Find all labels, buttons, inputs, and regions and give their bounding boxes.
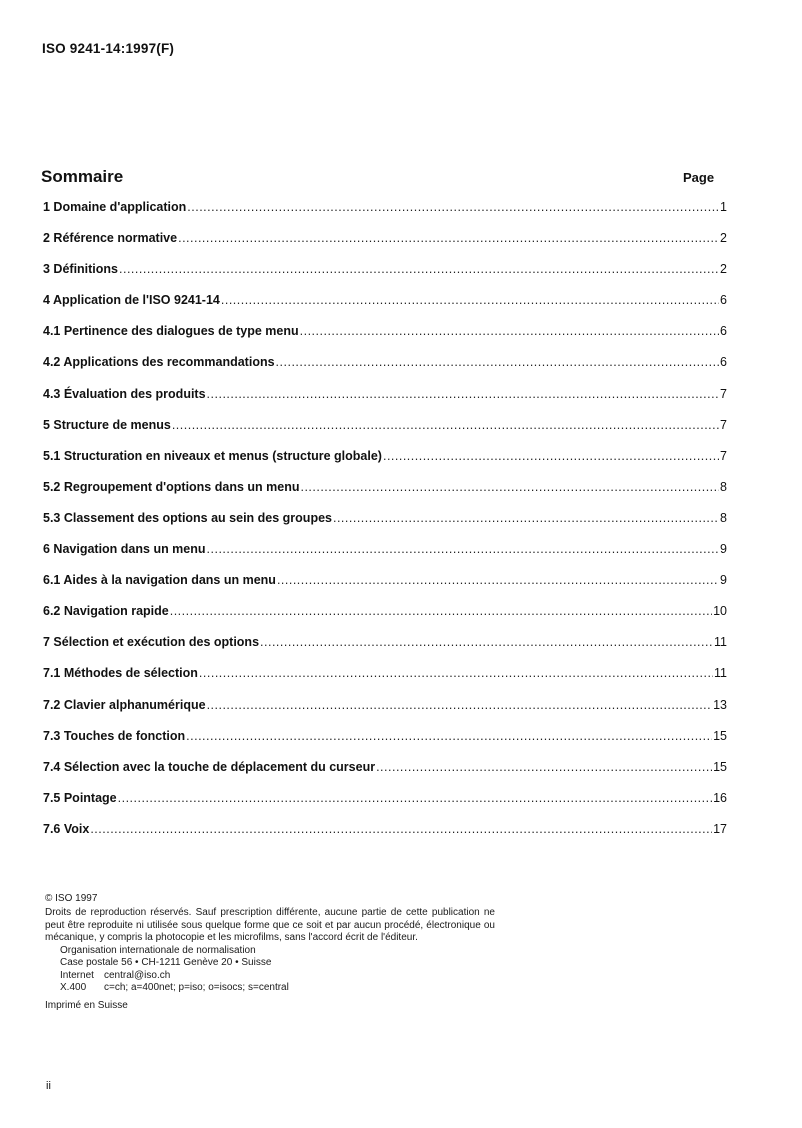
toc-entry-label: 4 Application de l'ISO 9241-14 [43,293,220,308]
toc-entry-label: 2 Référence normative [43,231,178,246]
dot-leader [186,729,712,743]
x400-label: X.400 [60,982,87,994]
toc-entry-page: 15 [713,728,727,743]
toc-entry[interactable] [43,822,727,853]
toc-entry-page: 2 [720,262,727,277]
dot-leader [170,604,712,618]
dot-leader [300,480,719,494]
toc-entry-label: 5.3 Classement des options au sein des groupes [43,510,332,525]
toc-entry-page: 17 [713,821,727,836]
toc-title: Sommaire [41,167,124,186]
printed-in: Imprimé en Suisse [45,1000,128,1012]
dot-leader [119,262,719,276]
dot-leader [199,666,713,680]
toc-entry-label: 7 Sélection et exécution des options [43,635,260,650]
postal-address: Case postale 56 • CH-1211 Genève 20 • Suisse [60,957,272,969]
toc-entry[interactable] [43,262,727,293]
toc-entry-label: 4.3 Évaluation des produits [43,386,206,401]
toc-entry-page: 10 [713,604,727,619]
internet-address: central@iso.ch [104,969,171,981]
toc-entry-label: 6.1 Aides à la navigation dans un menu [43,573,276,588]
toc-entry-page: 13 [713,697,727,712]
toc-entry[interactable] [43,480,727,511]
dot-leader [383,449,719,463]
page-folio: ii [46,1080,51,1092]
toc-entry[interactable] [43,573,727,604]
dot-leader [207,542,720,556]
toc-entry-page: 15 [713,759,727,774]
toc-entry-label: 7.1 Méthodes de sélection [43,666,198,681]
toc-entry-page: 6 [720,355,727,370]
toc-entry-label: 4.2 Applications des recommandations [43,355,275,370]
document-id: ISO 9241-14:1997(F) [42,41,175,56]
internet-label: Internet [60,969,94,981]
toc-entry-page: 11 [714,635,727,650]
toc-entry-label: 6 Navigation dans un menu [43,542,206,557]
toc-entry[interactable] [43,542,727,573]
dot-leader [118,791,712,805]
dot-leader [300,324,719,338]
toc-entry-page: 7 [720,417,727,432]
dot-leader [376,760,712,774]
toc-entry[interactable] [43,666,727,697]
toc-entry-label: 7.5 Pointage [43,790,117,805]
toc-entry-label: 7.2 Clavier alphanumérique [43,697,206,712]
toc-page-column-label: Page [683,170,715,185]
toc-entry[interactable] [43,729,727,760]
toc-entry[interactable] [43,604,727,635]
dot-leader [187,200,719,214]
toc-entry-page: 16 [713,790,727,805]
toc-entry[interactable] [43,231,727,262]
toc-entry-page: 2 [720,231,727,246]
toc-entry-page: 1 [720,200,727,214]
dot-leader [172,418,719,432]
toc-entry[interactable] [43,355,727,386]
toc-entry[interactable] [43,324,727,355]
toc-entry-label: 5.2 Regroupement d'options dans un menu [43,479,300,494]
dot-leader [221,293,719,307]
toc-entry-page: 7 [720,386,727,401]
copyright-rights-text: Droits de reproduction réservés. Sauf prescription différente, aucune partie de cette publication ne peut être reproduite ni utilisée sous quelque forme que ce soit et par aucun procédé, électronique ou mécanique, y compris la photocopie et les microfilms, sans l'accord écrit de l'éditeur. [45,907,495,943]
toc-entry[interactable] [43,200,727,231]
toc-entry-label: 5.1 Structuration en niveaux et menus (structure globale) [43,448,382,463]
dot-leader [260,635,713,649]
toc-entry[interactable] [43,449,727,480]
toc-entry-label: 6.2 Navigation rapide [43,604,169,619]
dot-leader [207,698,713,712]
internet-row [60,970,495,982]
toc-entry-page: 9 [720,573,727,588]
toc-entry[interactable] [43,760,727,791]
dot-leader [90,822,712,836]
x400-address: c=ch; a=400net; p=iso; o=isocs; s=central [104,982,289,994]
toc-entry-page: 8 [720,510,727,525]
toc-entry[interactable] [43,293,727,324]
toc-entry-page: 6 [720,293,727,308]
x400-row [60,982,495,994]
toc-entry-label: 7.4 Sélection avec la touche de déplacement du curseur [43,759,376,774]
toc-entry[interactable] [43,387,727,418]
organization-name: Organisation internationale de normalisation [60,945,256,957]
copyright-block [45,893,495,1013]
toc-entry[interactable] [43,698,727,729]
dot-leader [333,511,719,525]
toc-entry-label: 7.6 Voix [43,821,90,836]
toc-entry-label: 1 Domaine d'application [43,200,187,214]
toc-entry-label: 4.1 Pertinence des dialogues de type menu [43,324,299,339]
toc-entry-label: 3 Définitions [43,262,119,277]
table-of-contents [43,200,727,853]
toc-entry[interactable] [43,418,727,449]
toc-entry[interactable] [43,511,727,542]
iso-address [60,945,495,994]
toc-entry-page: 7 [720,448,727,463]
dot-leader [178,231,719,245]
toc-entry-page: 6 [720,324,727,339]
dot-leader [277,573,719,587]
toc-entry[interactable] [43,791,727,822]
toc-entry-label: 7.3 Touches de fonction [43,728,186,743]
toc-entry-page: 8 [720,479,727,494]
copyright-notice: © ISO 1997 [45,893,98,904]
toc-entry[interactable] [43,635,727,666]
toc-entry-label: 5 Structure de menus [43,417,171,432]
toc-entry-page: 9 [720,542,727,557]
toc-entry-page: 11 [714,666,727,681]
dot-leader [276,355,720,369]
dot-leader [207,387,720,401]
